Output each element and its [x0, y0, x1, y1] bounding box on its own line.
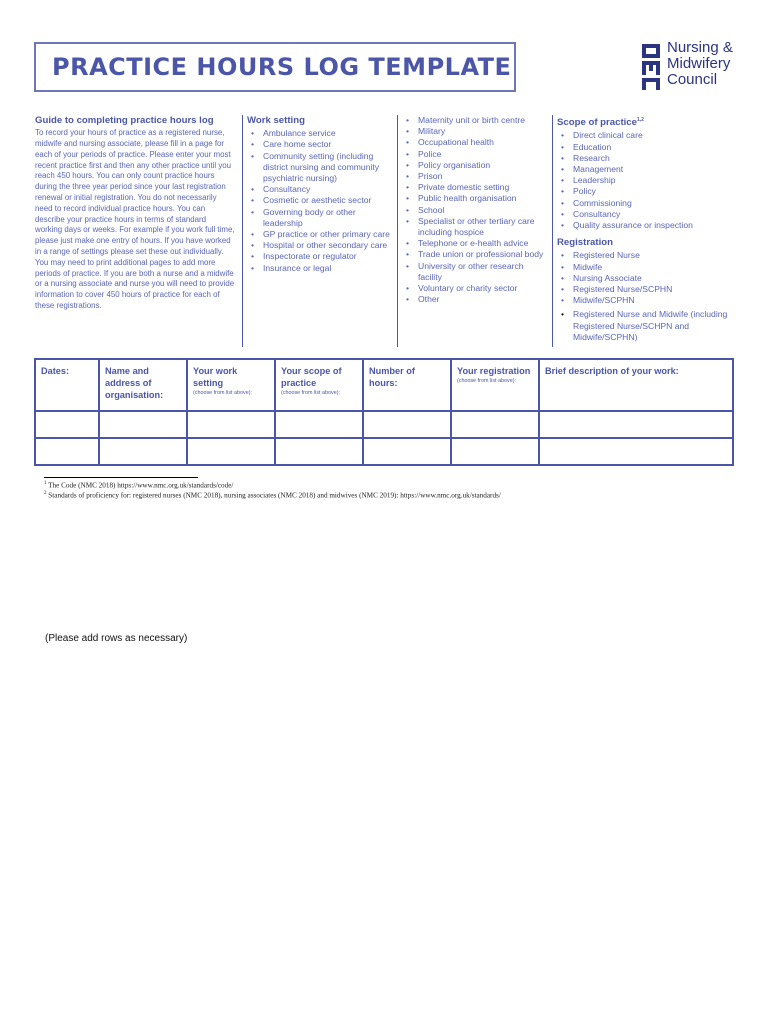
list-item: • University or other research facility	[402, 261, 547, 283]
table-cell[interactable]	[35, 438, 99, 465]
list-item: • Nursing Associate	[557, 273, 737, 284]
work-setting-heading: Work setting	[247, 115, 305, 126]
footnote-2	[44, 491, 501, 499]
list-item: • Public health organisation	[402, 193, 547, 204]
page-title: PRACTICE HOURS LOG TEMPLATE	[52, 53, 512, 81]
header-hint: (choose from list above):	[193, 390, 253, 396]
list-item: • Registered Nurse/SCPHN	[557, 284, 737, 295]
list-item: • Prison	[402, 171, 547, 182]
list-item: • Direct clinical care	[557, 130, 737, 141]
table-cell[interactable]	[363, 411, 451, 438]
header-description	[539, 359, 733, 411]
scope-list	[557, 130, 737, 231]
table-cell[interactable]	[35, 411, 99, 438]
column-divider	[397, 115, 398, 347]
header-hours	[363, 359, 451, 411]
list-item: • Community setting (including district nursing and community psychiatric nursing)	[247, 151, 392, 185]
scope-registration-section	[557, 115, 737, 343]
table-cell[interactable]	[451, 411, 539, 438]
logo-line-3: Council	[667, 71, 718, 88]
work-setting-section	[247, 115, 392, 274]
footnote-text: Standards of proficiency for: registered nurses (NMC 2018), nursing associates (NMC 2018) and midwives (NMC 2019): https://www.nmc.org.uk/standards/	[48, 491, 501, 500]
list-item: • Specialist or other tertiary care including hospice	[402, 216, 547, 238]
scope-heading-text: Scope of practice	[557, 117, 637, 129]
list-item: • Other	[402, 294, 547, 305]
list-item: • Leadership	[557, 175, 737, 186]
header-hint: (choose from list above):	[457, 378, 517, 384]
footnote-number: 2	[44, 491, 47, 496]
list-item: • Midwife	[557, 262, 737, 273]
footnote-text: The Code (NMC 2018) https://www.nmc.org.uk/standards/code/	[48, 481, 234, 490]
list-item: • Consultancy	[247, 184, 392, 195]
list-item: • Registered Nurse and Midwife (including Registered Nurse/SCHPN and Midwife/SCPHN)	[557, 309, 737, 343]
table-cell[interactable]	[275, 438, 363, 465]
list-item: • GP practice or other primary care	[247, 229, 392, 240]
table-cell[interactable]	[187, 411, 275, 438]
table-cell[interactable]	[275, 411, 363, 438]
header-scope	[275, 359, 363, 411]
guide-text: To record your hours of practice as a registered nurse, midwife and nursing associate, please fill in a page for each of your periods of practice. Please enter your most recent practice first and then any other practice until you reach 450 hours. You can only count practice hours during the three year period since your last registration renewal or initial registration. You do not necessarily need to record individual practice hours. You can describe your practice hours in terms of standard working days or weeks. For example if you work full time, please just make one entry of hours. If you have worked in a range of settings please set these out individually. You may need to print additional pages to add more periods of practice. If you are both a nurse and a midwife or a nursing associate and nurse you will need to provide information to cover 450 hours of practice for each of these registrations.	[35, 128, 235, 310]
list-item: • Occupational health	[402, 137, 547, 148]
header-work-setting	[187, 359, 275, 411]
table-cell[interactable]	[451, 438, 539, 465]
table-cell[interactable]	[187, 438, 275, 465]
list-item: • Policy	[557, 186, 737, 197]
list-item: • Ambulance service	[247, 128, 392, 139]
column-divider	[242, 115, 243, 347]
nmc-logo	[640, 40, 750, 94]
list-item: • Management	[557, 164, 737, 175]
guide-section	[35, 115, 235, 312]
list-item: • Maternity unit or birth centre	[402, 115, 547, 126]
list-item: • Voluntary or charity sector	[402, 283, 547, 294]
list-item: • Registered Nurse	[557, 250, 737, 261]
list-item: • Governing body or other leadership	[247, 207, 392, 229]
list-item: • Cosmetic or aesthetic sector	[247, 195, 392, 206]
header-label: Your registration	[457, 366, 531, 376]
guide-heading: Guide to completing practice hours log	[35, 115, 214, 126]
list-item: • Military	[402, 126, 547, 137]
list-item: • Consultancy	[557, 209, 737, 220]
add-rows-note: (Please add rows as necessary)	[45, 633, 188, 644]
registration-heading: Registration	[557, 237, 613, 249]
practice-hours-table	[34, 358, 734, 466]
table-header-row	[35, 359, 733, 411]
nmc-logo-mark	[640, 42, 662, 92]
footnote-separator	[44, 477, 198, 478]
list-item: • Care home sector	[247, 139, 392, 150]
table-row	[35, 411, 733, 438]
logo-line-2: Midwifery	[667, 55, 731, 72]
scope-footnote-ref: 1,2	[636, 117, 644, 123]
list-item: • Inspectorate or regulator	[247, 251, 392, 262]
list-item: • Telephone or e-health advice	[402, 238, 547, 249]
list-item: • Education	[557, 142, 737, 153]
header-label: Dates:	[41, 366, 70, 376]
list-item: • Trade union or professional body	[402, 249, 547, 260]
scope-heading	[557, 115, 737, 128]
list-item: • Policy organisation	[402, 160, 547, 171]
work-setting-continued-list	[402, 115, 547, 305]
list-item: • Private domestic setting	[402, 182, 547, 193]
header-hint: (choose from list above):	[281, 390, 341, 396]
header-label: Name and address of organisation:	[105, 366, 164, 400]
header-organisation	[99, 359, 187, 411]
list-item: • Quality assurance or inspection	[557, 220, 737, 231]
title-box	[34, 42, 516, 92]
list-item: • Insurance or legal	[247, 263, 392, 274]
table-cell[interactable]	[363, 438, 451, 465]
header-label: Brief description of your work:	[545, 366, 679, 376]
list-item: • Midwife/SCPHN	[557, 295, 737, 306]
header-label: Your work setting	[193, 366, 238, 388]
table-cell[interactable]	[99, 411, 187, 438]
registration-list	[557, 250, 737, 343]
footnote-number: 1	[44, 481, 47, 486]
work-setting-continued-section	[402, 115, 547, 305]
column-divider	[552, 115, 553, 347]
table-cell[interactable]	[539, 411, 733, 438]
logo-line-1: Nursing &	[667, 39, 733, 56]
list-item: • Hospital or other secondary care	[247, 240, 392, 251]
list-item: • School	[402, 205, 547, 216]
table-cell[interactable]	[539, 438, 733, 465]
table-cell[interactable]	[99, 438, 187, 465]
header-label: Number of hours:	[369, 366, 415, 388]
footnote-1	[44, 481, 233, 489]
list-item: • Commissioning	[557, 198, 737, 209]
work-setting-list	[247, 128, 392, 274]
list-item: • Police	[402, 149, 547, 160]
table-row	[35, 438, 733, 465]
logo-wordmark	[667, 40, 733, 88]
list-item: • Research	[557, 153, 737, 164]
header-label: Your scope of practice	[281, 366, 342, 388]
header-dates	[35, 359, 99, 411]
header-registration	[451, 359, 539, 411]
